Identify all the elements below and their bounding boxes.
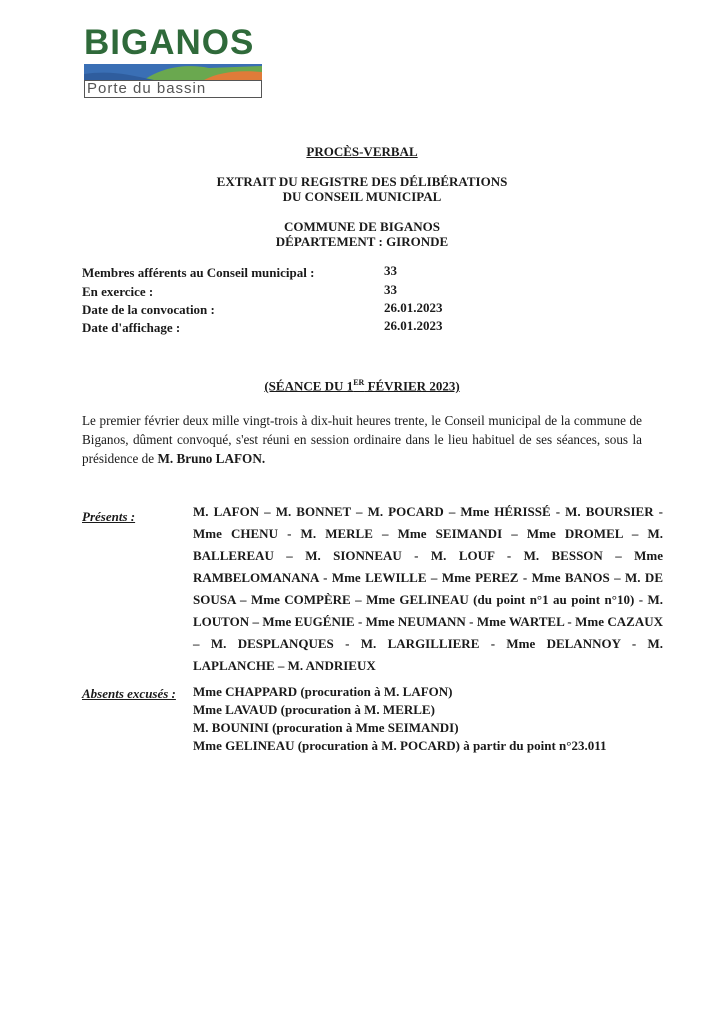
logo-tagline: Porte du bassin xyxy=(84,80,262,98)
intro-text: Le premier février deux mille vingt-trois à dix-huit heures trente, le Conseil municipal de la commune de Biganos, dûment convoqué, s'est réuni en session ordinaire dans le lieu habituel de ses séances, sous la présidence de xyxy=(82,413,642,466)
seance-heading xyxy=(0,378,724,394)
absent-entry: Mme LAVAUD (procuration à M. MERLE) xyxy=(193,702,435,717)
president-name: M. Bruno LAFON. xyxy=(157,451,266,466)
absent-entry: Mme GELINEAU (procuration à M. POCARD) à partir du point n°23.011 xyxy=(193,738,607,753)
seance-superscript: ER xyxy=(353,378,365,387)
absent-entry: Mme CHAPPARD (procuration à M. LAFON) xyxy=(193,684,453,699)
department-name: DÉPARTEMENT : GIRONDE xyxy=(275,234,449,249)
meta-label: Date d'affichage : xyxy=(82,320,181,335)
meta-value: 33 xyxy=(384,282,397,297)
presents-list: M. LAFON – M. BONNET – M. POCARD – Mme HÉRISSÉ - M. BOURSIER - Mme CHENU - M. MERLE – Mme SEIMANDI – Mme DROMEL – M. BALLEREAU – M. SIONNEAU - M. LOUF - M. BESSON – Mme RAMBELOMANANA - Mme LEWILLE – Mme PEREZ - Mme BANOS – M. DE SOUSA – Mme COMPÈRE – Mme GELINEAU (du point n°1 au point n°10) - M. LOUTON – Mme EUGÉNIE - Mme NEUMANN - Mme WARTEL - Mme CAZAUX – M. DESPLANQUES - M. LARGILLIERE - Mme DELANNOY - M. LAPLANCHE – M. ANDRIEUX xyxy=(193,504,663,673)
intro-paragraph xyxy=(82,411,642,468)
document-subtitle-line1: EXTRAIT DU REGISTRE DES DÉLIBÉRATIONS xyxy=(216,174,508,189)
meta-label: En exercice : xyxy=(82,284,154,299)
seance-prefix: (SÉANCE DU 1 xyxy=(264,378,354,394)
meta-value: 26.01.2023 xyxy=(384,300,443,315)
document-title: PROCÈS-VERBAL xyxy=(306,144,418,159)
seance-suffix: FÉVRIER 2023) xyxy=(364,378,460,394)
absents-label: Absents excusés : xyxy=(82,686,176,701)
logo-wordmark: BIGANOS xyxy=(84,23,255,62)
presents-label: Présents : xyxy=(82,509,136,524)
biganos-logo xyxy=(84,24,266,98)
meta-value: 33 xyxy=(384,263,397,278)
meta-value: 26.01.2023 xyxy=(384,318,443,333)
meta-label: Membres afférents au Conseil municipal : xyxy=(82,265,315,280)
absent-entry: M. BOUNINI (procuration à Mme SEIMANDI) xyxy=(193,720,459,735)
commune-name: COMMUNE DE BIGANOS xyxy=(283,219,440,234)
meta-label: Date de la convocation : xyxy=(82,302,215,317)
document-subtitle-line2: DU CONSEIL MUNICIPAL xyxy=(282,189,442,204)
logo-landscape-band xyxy=(84,64,262,80)
